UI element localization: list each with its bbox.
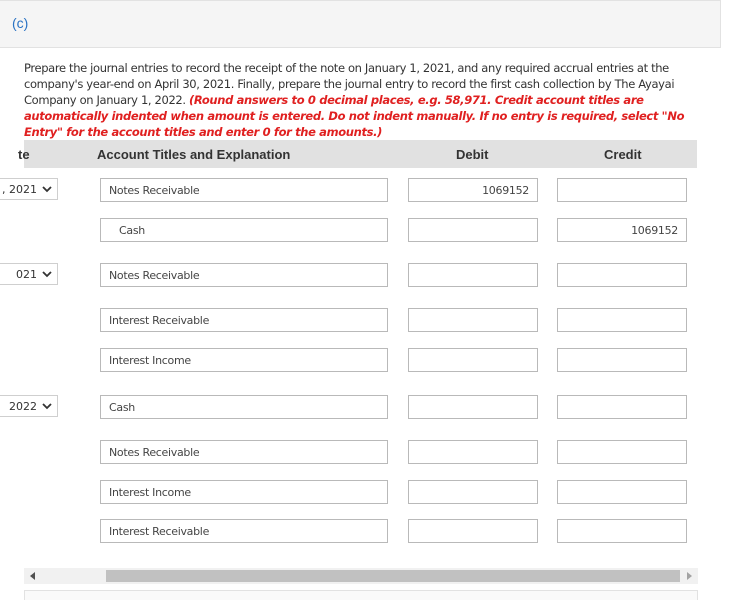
instructions-emphasis: (Round answers to 0 decimal places, e.g. 58,971. Credit account titles are automatically indented when amount is entered. Do not indent manually. If no entry is required, select "No Entry" for the account titles and enter 0 for the amounts.)	[24, 93, 685, 139]
credit-field[interactable]	[557, 263, 687, 287]
account-field[interactable]: Interest Receivable	[100, 519, 388, 543]
account-field[interactable]: Interest Income	[100, 348, 388, 372]
debit-field[interactable]	[408, 440, 538, 464]
date-select-1[interactable]	[0, 178, 58, 200]
date-select-2[interactable]	[0, 263, 58, 285]
chevron-down-icon	[41, 183, 53, 195]
date-select-value: 021	[16, 268, 37, 281]
credit-field[interactable]	[557, 348, 687, 372]
debit-field[interactable]	[408, 480, 538, 504]
credit-field[interactable]	[557, 440, 687, 464]
credit-field[interactable]	[557, 480, 687, 504]
date-select-value: 2022	[9, 400, 37, 413]
account-field[interactable]: Notes Receivable	[100, 263, 388, 287]
part-header	[0, 0, 721, 48]
debit-field[interactable]	[408, 395, 538, 419]
arrow-right-icon[interactable]	[680, 568, 698, 584]
table-header	[18, 140, 697, 168]
account-field[interactable]: Cash	[100, 218, 388, 242]
debit-field[interactable]	[408, 308, 538, 332]
credit-field[interactable]	[557, 519, 687, 543]
debit-field[interactable]	[408, 348, 538, 372]
credit-field[interactable]	[557, 395, 687, 419]
debit-field[interactable]: 1069152	[408, 178, 538, 202]
account-field[interactable]: Cash	[100, 395, 388, 419]
date-select-value: , 2021	[2, 183, 37, 196]
instructions	[24, 60, 696, 140]
header-date: te	[18, 147, 30, 162]
arrow-left-icon[interactable]	[24, 568, 42, 584]
part-label: (c)	[12, 15, 29, 31]
debit-field[interactable]	[408, 263, 538, 287]
credit-field[interactable]	[557, 178, 687, 202]
instructions-text: Prepare the journal entries to record the receipt of the note on January 1, 2021, and any required accrual entries at the company's year-end on April 30, 2021. Finally, prepare the journal entry to record the first cash collection by The Ayayai Company on January 1, 2022.	[24, 61, 675, 107]
account-field[interactable]: Notes Receivable	[100, 178, 388, 202]
credit-field[interactable]: 1069152	[557, 218, 687, 242]
header-account: Account Titles and Explanation	[97, 147, 291, 162]
chevron-down-icon	[41, 268, 53, 280]
header-credit: Credit	[604, 147, 642, 162]
chevron-down-icon	[41, 400, 53, 412]
next-section-box	[24, 590, 698, 600]
credit-field[interactable]	[557, 308, 687, 332]
debit-field[interactable]	[408, 218, 538, 242]
horizontal-scrollbar[interactable]	[24, 568, 698, 584]
debit-field[interactable]	[408, 519, 538, 543]
scrollbar-thumb[interactable]	[106, 570, 680, 582]
header-debit: Debit	[456, 147, 489, 162]
date-select-3[interactable]	[0, 395, 58, 417]
account-field[interactable]: Interest Receivable	[100, 308, 388, 332]
account-field[interactable]: Notes Receivable	[100, 440, 388, 464]
account-field[interactable]: Interest Income	[100, 480, 388, 504]
